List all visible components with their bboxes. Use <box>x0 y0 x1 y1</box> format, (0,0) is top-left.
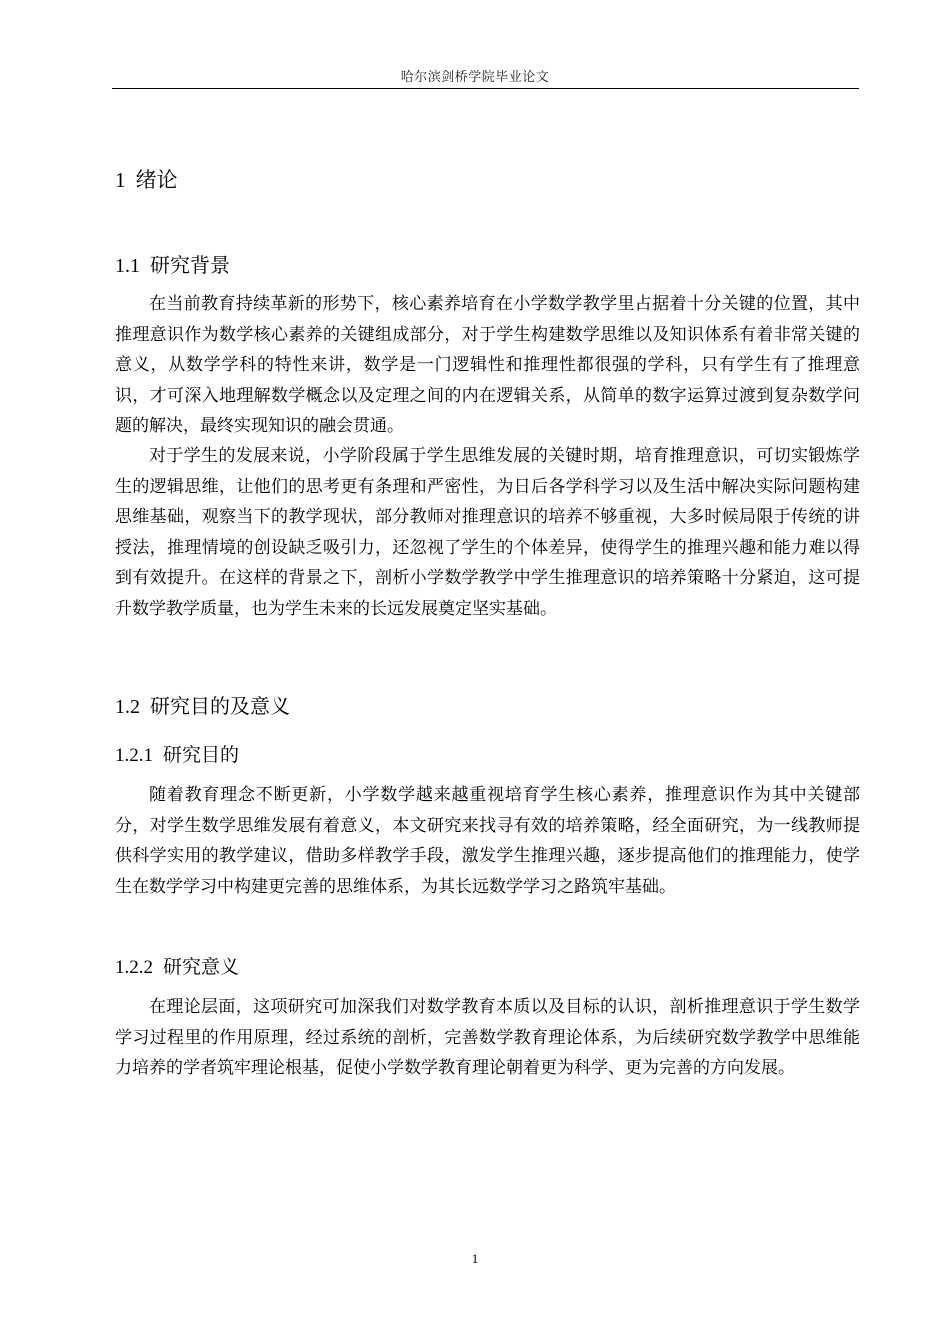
section-number: 1.1 <box>115 255 140 277</box>
subsection-title: 研究意义 <box>163 956 240 978</box>
section-number: 1.2 <box>115 696 140 718</box>
page-number: 1 <box>471 1251 479 1266</box>
header-divider <box>112 88 859 89</box>
running-header: 哈尔滨剑桥学院毕业论文 <box>400 70 550 85</box>
subsection-heading-1-2-2 <box>115 952 239 979</box>
chapter-title: 绪论 <box>135 168 178 192</box>
subsection-title: 研究目的 <box>163 744 240 766</box>
subsection-heading-1-2-1 <box>115 740 239 767</box>
paragraph-purpose: 随着教育理念不断更新，小学数学越来越重视培育学生核心素养，推理意识作为其中关键部分，对学生数学思维发展有着意义，本文研究来找寻有效的培养策略，经全面研究，为一线教师提供科学实用的教学建议，借助多样教学手段，激发学生推理兴趣，逐步提高他们的推理能力，使学生在数学学习中构建更完善的思维体系，为其长远数学学习之路筑牢基础。 <box>115 785 860 897</box>
subsection-number: 1.2.2 <box>115 957 153 978</box>
subsection-number: 1.2.1 <box>115 745 153 766</box>
section-heading-1-2 <box>115 690 290 719</box>
chapter-heading <box>115 164 178 194</box>
paragraph-significance: 在理论层面，这项研究可加深我们对数学教育本质以及目标的认识，剖析推理意识于学生数学学习过程里的作用原理，经过系统的剖析，完善数学教育理论体系，为后续研究数学教学中思维能力培养的学者筑牢理论根基，促使小学数学教育理论朝着更为科学、更为完善的方向发展。 <box>115 997 860 1078</box>
paragraph-background-2: 对于学生的发展来说，小学阶段属于学生思维发展的关键时期，培育推理意识，可切实锻炼学生的逻辑思维，让他们的思考更有条理和严密性，为日后各学科学习以及生活中解决实际问题构建思维基础，观察当下的教学现状，部分教师对推理意识的培养不够重视，大多时候局限于传统的讲授法，推理情境的创设缺乏吸引力，还忽视了学生的个体差异，使得学生的推理兴趣和能力难以得到有效提升。在这样的背景之下，剖析小学数学教学中学生推理意识的培养策略十分紧迫，这可提升数学教学质量，也为学生未来的长远发展奠定坚实基础。 <box>115 446 860 619</box>
paragraph-background-1: 在当前教育持续革新的形势下，核心素养培育在小学数学教学里占据着十分关键的位置，其中推理意识作为数学核心素养的关键组成部分，对于学生构建数学思维以及知识体系有着非常关键的意义，从数学学科的特性来讲，数学是一门逻辑性和推理性都很强的学科，只有学生有了推理意识，才可深入地理解数学概念以及定理之间的内在逻辑关系，从简单的数字运算过渡到复杂数学问题的解决，最终实现知识的融会贯通。 <box>115 294 860 436</box>
section-title: 研究目的及意义 <box>150 694 290 718</box>
chapter-number: 1 <box>115 168 126 192</box>
section-title: 研究背景 <box>150 253 230 277</box>
section-heading-1-1 <box>115 249 230 278</box>
